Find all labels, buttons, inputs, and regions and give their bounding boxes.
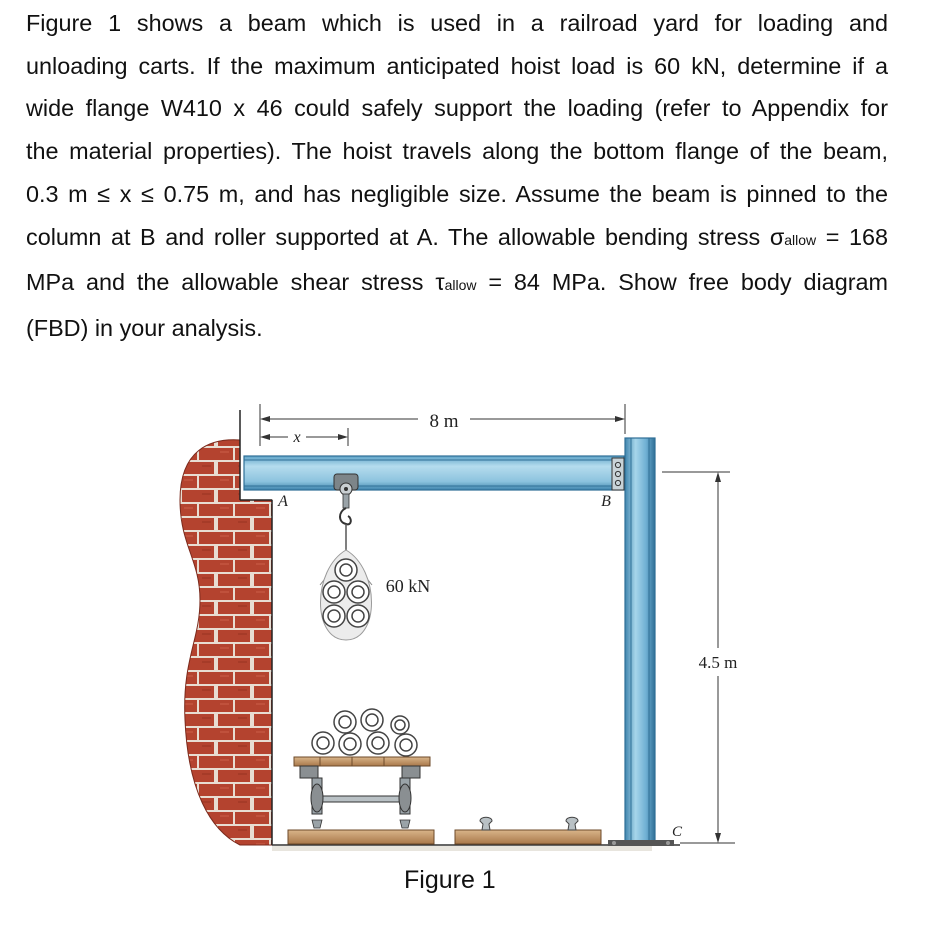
figure-caption: Figure 1 xyxy=(404,866,496,894)
rail-sleepers xyxy=(288,817,601,844)
problem-line-8: (FBD) in your analysis. xyxy=(26,314,263,341)
problem-line-1: Figure 1 shows a beam which is used in a railroad yard for loading and xyxy=(26,10,888,36)
load-label: 60 kN xyxy=(385,576,431,596)
wide-flange-beam xyxy=(244,456,624,490)
rail-cart xyxy=(294,709,430,828)
span-label: 8 m xyxy=(429,411,459,432)
support-a-label: A xyxy=(278,493,288,510)
problem-line-4: the material properties). The hoist travels along the bottom flange of the beam, xyxy=(26,138,888,165)
line-6-value: = 168 xyxy=(816,223,889,250)
ground-shadow xyxy=(272,846,652,851)
sigma-symbol: σ xyxy=(769,223,785,250)
support-b-label: B xyxy=(601,493,611,510)
x-label: x xyxy=(293,429,301,446)
x-dimension xyxy=(260,428,348,446)
height-label: 4.5 m xyxy=(698,653,738,672)
line-7-text: MPa and the allowable shear stress xyxy=(26,269,436,296)
line-6-text: column at B and roller supported at A. The allowable bending stress xyxy=(26,223,770,250)
pin-connection-b xyxy=(612,458,624,490)
problem-line-2: unloading carts. If the maximum anticipated hoist load is 60 kN, determine if a xyxy=(26,52,888,79)
line-7-text-end: = 84 MPa. Show free body diagram xyxy=(476,269,888,296)
hanging-pipe-load xyxy=(321,550,372,640)
sigma-subscript: allow xyxy=(784,231,817,248)
tau-subscript: allow xyxy=(444,277,477,294)
problem-line-5: 0.3 m ≤ x ≤ 0.75 m, and has negligible size. Assume the beam is pinned to the xyxy=(26,180,888,207)
support-c-label: C xyxy=(671,824,683,840)
tau-symbol: τ xyxy=(435,269,445,296)
steel-column xyxy=(608,438,674,846)
problem-line-3: wide flange W410 x 46 could safely support the loading (refer to Appendix for xyxy=(26,95,888,122)
